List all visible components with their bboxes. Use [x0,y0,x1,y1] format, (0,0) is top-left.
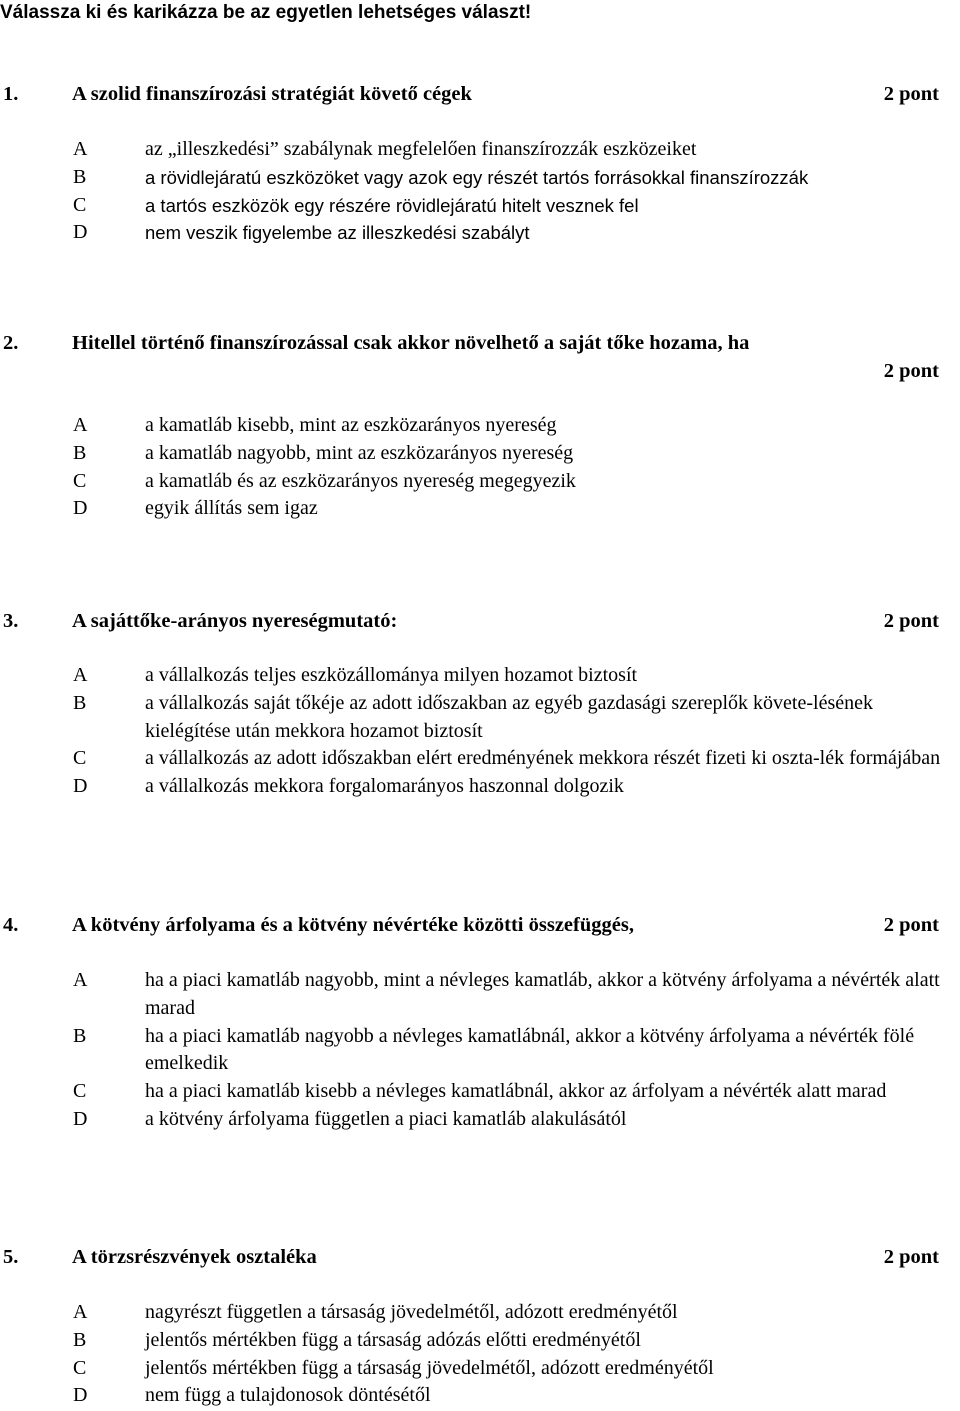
answer-option-a[interactable] [0,1299,960,1327]
option-text: ha a piaci kamatláb nagyobb, mint a névleges kamatláb, akkor a kötvény árfolyama a névérték alatt marad [145,969,940,1019]
answer-option-b[interactable] [0,440,960,468]
question-header [0,911,960,939]
option-text: ha a piaci kamatláb nagyobb a névleges kamatlábnál, akkor a kötvény árfolyama a névérték fölé emelkedik [145,1024,915,1075]
option-letter: B [73,1024,87,1047]
answer-option-c[interactable] [0,745,960,773]
question-header [0,329,960,357]
question-2 [0,329,960,523]
option-text: ha a piaci kamatláb kisebb a névleges kamatlábnál, akkor az árfolyam a névérték alatt marad [145,1080,887,1103]
option-letter: C [73,747,87,770]
question-text: A szolid finanszírozási stratégiát követő cégek [72,83,472,105]
question-points: 2 pont [883,1246,939,1268]
answer-option-c[interactable] [0,192,960,220]
answer-option-b[interactable] [0,164,960,192]
option-text: a vállalkozás saját tőkéje az adott időszakban az egyéb gazdasági szereplők követe-lésének kielégítése után mekkora hozamot biztosít [145,691,873,742]
option-letter: C [73,1080,87,1103]
question-points: 2 pont [883,914,939,936]
answer-option-c[interactable] [0,1355,960,1383]
option-letter: B [73,1328,87,1351]
question-header [0,1243,960,1271]
question-text: A törzsrészvények osztaléka [72,1246,317,1268]
question-points: 2 pont [883,83,939,105]
answer-option-d[interactable] [0,219,960,247]
option-letter: D [73,1107,88,1130]
option-letter: D [73,1384,88,1407]
answer-option-c[interactable] [0,1078,960,1106]
question-5 [0,1243,960,1410]
question-header [0,80,960,108]
option-text: jelentős mértékben függ a társaság jövedelmétől, adózott eredményétől [145,1356,714,1379]
answer-option-c[interactable] [0,468,960,496]
option-letter: A [73,414,88,436]
option-letter: D [73,497,88,520]
question-1 [0,80,960,247]
option-text: nem függ a tulajdonosok döntésétől [145,1384,431,1407]
option-text: a kötvény árfolyama független a piaci kamatláb alakulásától [145,1107,627,1130]
question-points: 2 pont [883,610,939,632]
option-letter: C [73,1356,87,1379]
option-letter: A [73,1301,88,1323]
answer-option-a[interactable] [0,662,960,690]
answer-option-b[interactable] [0,690,960,746]
option-text: a kamatláb nagyobb, mint az eszközarányos nyereség [145,441,574,464]
option-letter: C [73,469,87,492]
answer-options [0,967,960,1134]
option-text: az „illeszkedési” szabálynak megfelelően finanszírozzák eszközeiket [145,138,697,160]
option-letter: C [73,193,87,216]
question-text: Hitellel történő finanszírozással csak akkor növelhető a saját tőke hozama, ha [72,332,750,354]
option-text: nem veszik figyelembe az illeszkedési szabályt [145,222,530,244]
question-header [0,607,960,635]
option-letter: B [73,691,87,714]
answer-option-b[interactable] [0,1327,960,1355]
answer-options [0,412,960,523]
option-text: a vállalkozás az adott időszakban elért eredményének mekkora részét fizeti ki oszta-lék formájában [145,747,941,770]
option-letter: A [73,664,88,686]
answer-option-a[interactable] [0,967,960,1023]
question-points-row [0,357,960,385]
question-text: A sajáttőke-arányos nyereségmutató: [72,610,398,632]
question-number: 3. [3,610,19,632]
answer-options [0,136,960,247]
answer-option-d[interactable] [0,495,960,523]
answer-option-d[interactable] [0,1106,960,1134]
option-text: a rövidlejáratú eszközöket vagy azok egy részét tartós forrásokkal finanszírozzák [145,166,809,188]
answer-option-b[interactable] [0,1023,960,1079]
option-text: nagyrészt független a társaság jövedelmétől, adózott eredményétől [145,1301,678,1323]
answer-options [0,662,960,801]
question-4 [0,911,960,1134]
option-text: a tartós eszközök egy részére rövidlejáratú hitelt vesznek fel [145,194,639,216]
option-text: egyik állítás sem igaz [145,497,318,520]
instruction-heading: Válassza ki és karikázza be az egyetlen lehetséges választ! [0,2,532,23]
answer-option-a[interactable] [0,412,960,440]
question-number: 4. [3,914,19,936]
option-text: jelentős mértékben függ a társaság adózás előtti eredményétől [145,1328,641,1351]
question-points: 2 pont [883,360,939,382]
option-letter: A [73,969,88,991]
option-letter: D [73,775,88,798]
answer-option-d[interactable] [0,1382,960,1410]
question-3 [0,607,960,801]
question-number: 2. [3,332,19,354]
question-number: 5. [3,1246,19,1268]
option-letter: B [73,441,87,464]
option-letter: D [73,221,88,244]
question-text: A kötvény árfolyama és a kötvény névértéke közötti összefüggés, [72,914,634,936]
option-letter: B [73,165,87,188]
option-text: a vállalkozás mekkora forgalomarányos haszonnal dolgozik [145,775,624,798]
answer-option-d[interactable] [0,773,960,801]
option-letter: A [73,138,88,160]
option-text: a vállalkozás teljes eszközállománya milyen hozamot biztosít [145,664,638,686]
option-text: a kamatláb és az eszközarányos nyereség megegyezik [145,469,576,492]
answer-options [0,1299,960,1410]
answer-option-a[interactable] [0,136,960,164]
question-number: 1. [3,83,19,105]
option-text: a kamatláb kisebb, mint az eszközarányos nyereség [145,414,557,436]
